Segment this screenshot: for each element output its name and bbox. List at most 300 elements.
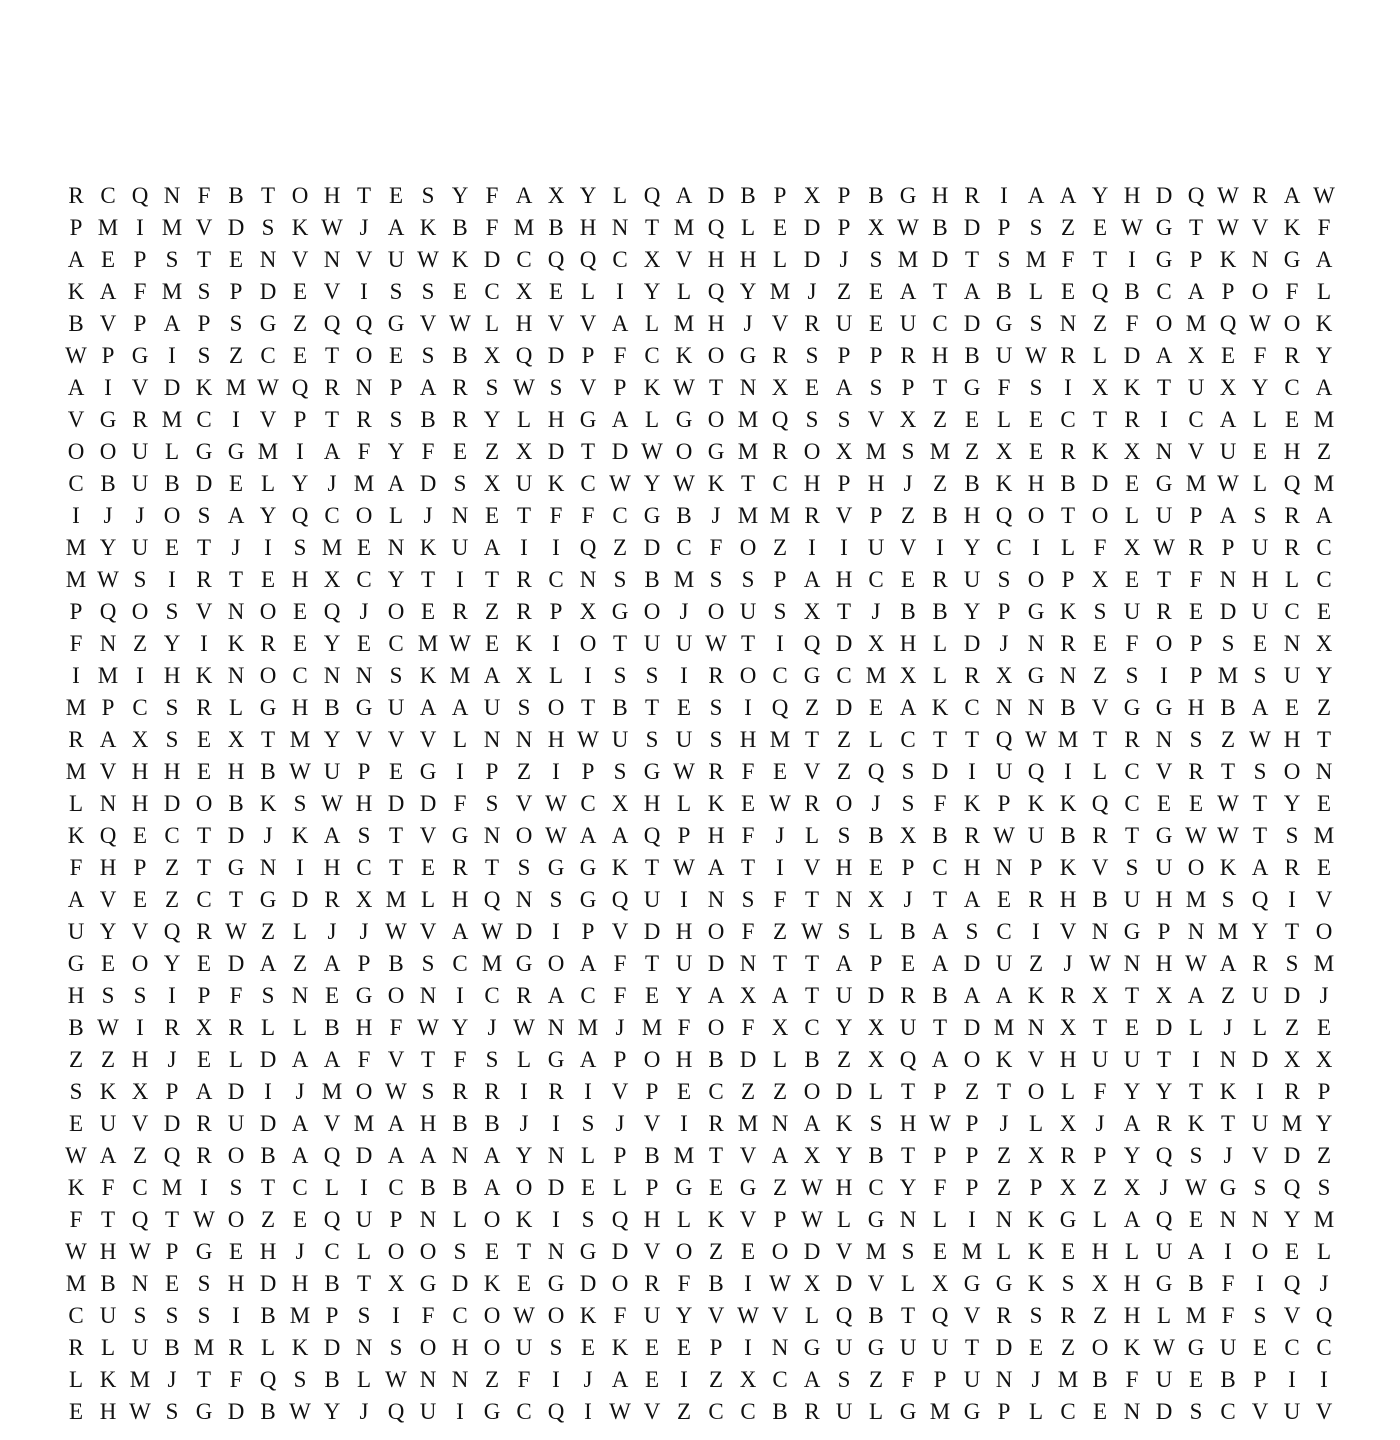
letter-cell[interactable]: P — [549, 599, 563, 624]
letter-cell[interactable]: V — [739, 1207, 757, 1232]
letter-cell[interactable]: A — [707, 983, 725, 1008]
letter-cell[interactable]: B — [68, 311, 84, 336]
letter-cell[interactable]: D — [323, 1335, 341, 1360]
letter-cell[interactable]: L — [548, 663, 564, 688]
letter-cell[interactable]: D — [995, 1335, 1013, 1360]
letter-cell[interactable]: D — [291, 887, 309, 912]
letter-cell[interactable]: U — [323, 759, 341, 784]
letter-cell[interactable]: X — [483, 471, 501, 496]
letter-cell[interactable]: V — [387, 727, 405, 752]
letter-cell[interactable]: E — [1028, 1335, 1044, 1360]
letter-cell[interactable]: W — [801, 1175, 823, 1200]
letter-cell[interactable]: B — [996, 279, 1012, 304]
letter-cell[interactable]: M — [673, 311, 695, 336]
letter-cell[interactable]: E — [228, 1239, 244, 1264]
letter-cell[interactable]: U — [515, 471, 533, 496]
letter-cell[interactable]: F — [69, 631, 83, 656]
letter-cell[interactable]: S — [1253, 1175, 1267, 1200]
letter-cell[interactable]: W — [1185, 823, 1207, 848]
letter-cell[interactable]: V — [195, 215, 213, 240]
letter-cell[interactable]: F — [357, 1047, 371, 1072]
letter-cell[interactable]: P — [1221, 535, 1235, 560]
letter-cell[interactable]: N — [515, 887, 533, 912]
letter-cell[interactable]: L — [292, 919, 308, 944]
letter-cell[interactable]: K — [995, 1047, 1013, 1072]
letter-cell[interactable]: J — [711, 503, 721, 528]
letter-cell[interactable]: Q — [1091, 279, 1109, 304]
letter-cell[interactable]: V — [419, 311, 437, 336]
letter-cell[interactable]: U — [131, 471, 149, 496]
letter-cell[interactable]: I — [1256, 1079, 1264, 1104]
letter-cell[interactable]: U — [1187, 375, 1205, 400]
letter-cell[interactable]: X — [867, 887, 885, 912]
letter-cell[interactable]: H — [259, 1239, 277, 1264]
letter-cell[interactable]: R — [1060, 1303, 1076, 1328]
letter-cell[interactable]: W — [1249, 311, 1271, 336]
letter-cell[interactable]: E — [1284, 407, 1300, 432]
letter-cell[interactable]: R — [804, 791, 820, 816]
letter-cell[interactable]: S — [517, 695, 531, 720]
letter-cell[interactable]: V — [419, 823, 437, 848]
letter-cell[interactable]: L — [932, 663, 948, 688]
letter-cell[interactable]: U — [1251, 1111, 1269, 1136]
letter-cell[interactable]: I — [552, 1207, 560, 1232]
letter-cell[interactable]: X — [803, 599, 821, 624]
letter-cell[interactable]: K — [1059, 599, 1077, 624]
letter-cell[interactable]: H — [675, 919, 693, 944]
letter-cell[interactable]: D — [707, 951, 725, 976]
letter-cell[interactable]: K — [227, 631, 245, 656]
letter-cell[interactable]: T — [1092, 247, 1108, 272]
letter-cell[interactable]: C — [388, 631, 404, 656]
letter-cell[interactable]: Q — [291, 375, 309, 400]
letter-cell[interactable]: Z — [1092, 311, 1108, 336]
letter-cell[interactable]: W — [225, 919, 247, 944]
letter-cell[interactable]: G — [547, 1047, 565, 1072]
letter-cell[interactable]: W — [673, 471, 695, 496]
letter-cell[interactable]: K — [1283, 215, 1301, 240]
letter-cell[interactable]: Q — [931, 1303, 949, 1328]
letter-cell[interactable]: I — [1032, 919, 1040, 944]
letter-cell[interactable]: J — [487, 1015, 497, 1040]
letter-cell[interactable]: B — [932, 215, 948, 240]
letter-cell[interactable]: Z — [1220, 983, 1236, 1008]
letter-cell[interactable]: A — [931, 951, 949, 976]
letter-cell[interactable]: W — [993, 823, 1015, 848]
letter-cell[interactable]: L — [1028, 1399, 1044, 1424]
letter-cell[interactable]: A — [323, 1047, 341, 1072]
letter-cell[interactable]: Z — [484, 1367, 500, 1392]
letter-cell[interactable]: X — [867, 631, 885, 656]
letter-cell[interactable]: R — [708, 1111, 724, 1136]
letter-cell[interactable]: Z — [1060, 215, 1076, 240]
letter-cell[interactable]: N — [1155, 439, 1173, 464]
letter-cell[interactable]: B — [100, 1271, 116, 1296]
letter-cell[interactable]: V — [131, 919, 149, 944]
letter-cell[interactable]: L — [868, 1079, 884, 1104]
letter-cell[interactable]: N — [1219, 1047, 1237, 1072]
letter-cell[interactable]: E — [804, 375, 820, 400]
letter-cell[interactable]: E — [228, 471, 244, 496]
letter-cell[interactable]: R — [1156, 1111, 1172, 1136]
letter-cell[interactable]: I — [360, 279, 368, 304]
letter-cell[interactable]: O — [803, 439, 821, 464]
letter-cell[interactable]: N — [1251, 1207, 1269, 1232]
letter-cell[interactable]: D — [259, 279, 277, 304]
letter-cell[interactable]: D — [611, 439, 629, 464]
letter-cell[interactable]: C — [708, 1079, 724, 1104]
letter-cell[interactable]: T — [836, 599, 852, 624]
letter-cell[interactable]: A — [963, 279, 981, 304]
letter-cell[interactable]: A — [771, 983, 789, 1008]
letter-cell[interactable]: B — [452, 215, 468, 240]
letter-cell[interactable]: P — [837, 215, 851, 240]
letter-cell[interactable]: L — [420, 887, 436, 912]
letter-cell[interactable]: R — [1188, 535, 1204, 560]
letter-cell[interactable]: E — [196, 759, 212, 784]
letter-cell[interactable]: F — [69, 1207, 83, 1232]
letter-cell[interactable]: B — [68, 1015, 84, 1040]
letter-cell[interactable]: S — [1061, 1271, 1075, 1296]
letter-cell[interactable]: F — [1061, 247, 1075, 272]
letter-cell[interactable]: F — [421, 1303, 435, 1328]
letter-cell[interactable]: B — [900, 599, 916, 624]
letter-cell[interactable]: H — [1123, 1271, 1141, 1296]
letter-cell[interactable]: R — [452, 1079, 468, 1104]
letter-cell[interactable]: T — [1252, 823, 1268, 848]
letter-cell[interactable]: M — [1313, 471, 1335, 496]
letter-cell[interactable]: A — [1219, 503, 1237, 528]
letter-cell[interactable]: T — [1092, 1015, 1108, 1040]
letter-cell[interactable]: B — [1092, 887, 1108, 912]
letter-cell[interactable]: X — [1091, 375, 1109, 400]
letter-cell[interactable]: K — [707, 471, 725, 496]
letter-cell[interactable]: V — [419, 919, 437, 944]
letter-cell[interactable]: X — [739, 983, 757, 1008]
letter-cell[interactable]: S — [1221, 887, 1235, 912]
letter-cell[interactable]: A — [387, 215, 405, 240]
letter-cell[interactable]: L — [772, 247, 788, 272]
letter-cell[interactable]: Y — [163, 631, 181, 656]
letter-cell[interactable]: N — [1219, 567, 1237, 592]
letter-cell[interactable]: K — [1315, 311, 1333, 336]
letter-cell[interactable]: G — [1123, 919, 1141, 944]
letter-cell[interactable]: H — [163, 663, 181, 688]
letter-cell[interactable]: E — [548, 279, 564, 304]
letter-cell[interactable]: X — [515, 279, 533, 304]
letter-cell[interactable]: L — [228, 695, 244, 720]
letter-cell[interactable]: T — [1316, 727, 1332, 752]
letter-cell[interactable]: C — [388, 1175, 404, 1200]
letter-cell[interactable]: B — [644, 567, 660, 592]
letter-cell[interactable]: S — [997, 567, 1011, 592]
letter-cell[interactable]: P — [773, 1207, 787, 1232]
letter-cell[interactable]: Q — [131, 1207, 149, 1232]
letter-cell[interactable]: T — [932, 727, 948, 752]
letter-cell[interactable]: Q — [163, 919, 181, 944]
letter-cell[interactable]: M — [1217, 663, 1239, 688]
letter-cell[interactable]: A — [1219, 951, 1237, 976]
letter-cell[interactable]: N — [387, 535, 405, 560]
letter-cell[interactable]: T — [1156, 1047, 1172, 1072]
letter-cell[interactable]: I — [776, 855, 784, 880]
letter-cell[interactable]: S — [421, 183, 435, 208]
letter-cell[interactable]: L — [580, 1143, 596, 1168]
letter-cell[interactable]: T — [612, 631, 628, 656]
letter-cell[interactable]: X — [1315, 631, 1333, 656]
letter-cell[interactable]: S — [1029, 311, 1043, 336]
letter-cell[interactable]: L — [836, 1207, 852, 1232]
letter-cell[interactable]: V — [291, 247, 309, 272]
letter-cell[interactable]: O — [1251, 1239, 1269, 1264]
letter-cell[interactable]: K — [67, 823, 85, 848]
letter-cell[interactable]: A — [931, 919, 949, 944]
letter-cell[interactable]: C — [964, 695, 980, 720]
letter-cell[interactable]: D — [483, 247, 501, 272]
letter-cell[interactable]: C — [836, 663, 852, 688]
letter-cell[interactable]: I — [456, 567, 464, 592]
letter-cell[interactable]: E — [68, 1111, 84, 1136]
letter-cell[interactable]: S — [421, 951, 435, 976]
letter-cell[interactable]: Y — [579, 183, 597, 208]
letter-cell[interactable]: W — [513, 375, 535, 400]
letter-cell[interactable]: A — [419, 695, 437, 720]
letter-cell[interactable]: P — [133, 311, 147, 336]
letter-cell[interactable]: E — [740, 791, 756, 816]
letter-cell[interactable]: Y — [899, 1175, 917, 1200]
letter-cell[interactable]: T — [580, 695, 596, 720]
letter-cell[interactable]: V — [899, 535, 917, 560]
letter-cell[interactable]: U — [1155, 855, 1173, 880]
letter-cell[interactable]: R — [900, 343, 916, 368]
letter-cell[interactable]: H — [355, 791, 373, 816]
letter-cell[interactable]: E — [1316, 599, 1332, 624]
letter-cell[interactable]: T — [100, 1207, 116, 1232]
letter-cell[interactable]: I — [1288, 887, 1296, 912]
letter-cell[interactable]: V — [963, 1303, 981, 1328]
letter-cell[interactable]: I — [264, 535, 272, 560]
letter-cell[interactable]: R — [228, 1335, 244, 1360]
letter-cell[interactable]: I — [136, 663, 144, 688]
letter-cell[interactable]: E — [708, 1175, 724, 1200]
letter-cell[interactable]: H — [515, 311, 533, 336]
letter-cell[interactable]: E — [1316, 855, 1332, 880]
letter-cell[interactable]: O — [739, 535, 757, 560]
letter-cell[interactable]: I — [968, 1207, 976, 1232]
letter-cell[interactable]: C — [1220, 1399, 1236, 1424]
letter-cell[interactable]: B — [1188, 1271, 1204, 1296]
letter-cell[interactable]: T — [964, 247, 980, 272]
letter-cell[interactable]: A — [291, 1143, 309, 1168]
letter-cell[interactable]: N — [1027, 631, 1045, 656]
letter-cell[interactable]: E — [1156, 791, 1172, 816]
letter-cell[interactable]: N — [547, 1239, 565, 1264]
letter-cell[interactable]: Z — [740, 1079, 756, 1104]
letter-cell[interactable]: G — [259, 695, 277, 720]
letter-cell[interactable]: T — [1220, 1111, 1236, 1136]
letter-cell[interactable]: R — [516, 983, 532, 1008]
letter-cell[interactable]: D — [227, 951, 245, 976]
letter-cell[interactable]: E — [388, 759, 404, 784]
letter-cell[interactable]: Q — [1283, 471, 1301, 496]
letter-cell[interactable]: X — [1283, 1047, 1301, 1072]
letter-cell[interactable]: V — [803, 759, 821, 784]
letter-cell[interactable]: B — [324, 1015, 340, 1040]
letter-cell[interactable]: S — [581, 1111, 595, 1136]
letter-cell[interactable]: Q — [1155, 1207, 1173, 1232]
letter-cell[interactable]: E — [644, 1335, 660, 1360]
letter-cell[interactable]: X — [355, 887, 373, 912]
letter-cell[interactable]: Y — [259, 503, 277, 528]
letter-cell[interactable]: W — [641, 439, 663, 464]
letter-cell[interactable]: N — [355, 1335, 373, 1360]
letter-cell[interactable]: S — [869, 1111, 883, 1136]
letter-cell[interactable]: R — [452, 599, 468, 624]
letter-cell[interactable]: S — [421, 343, 435, 368]
letter-cell[interactable]: E — [900, 567, 916, 592]
letter-cell[interactable]: M — [1313, 951, 1335, 976]
letter-cell[interactable]: O — [803, 1079, 821, 1104]
letter-cell[interactable]: R — [964, 663, 980, 688]
letter-cell[interactable]: Q — [1251, 887, 1269, 912]
letter-cell[interactable]: G — [579, 1239, 597, 1264]
letter-cell[interactable]: F — [741, 823, 755, 848]
letter-cell[interactable]: L — [68, 791, 84, 816]
letter-cell[interactable]: Z — [1316, 695, 1332, 720]
letter-cell[interactable]: U — [675, 631, 693, 656]
letter-cell[interactable]: O — [547, 695, 565, 720]
letter-cell[interactable]: P — [613, 1047, 627, 1072]
letter-cell[interactable]: S — [1221, 631, 1235, 656]
letter-cell[interactable]: G — [1155, 471, 1173, 496]
letter-cell[interactable]: E — [292, 1207, 308, 1232]
letter-cell[interactable]: O — [675, 439, 693, 464]
letter-cell[interactable]: C — [772, 1367, 788, 1392]
letter-cell[interactable]: A — [1315, 503, 1333, 528]
letter-cell[interactable]: G — [1155, 823, 1173, 848]
letter-cell[interactable]: X — [899, 663, 917, 688]
letter-cell[interactable]: Y — [323, 1399, 341, 1424]
letter-cell[interactable]: N — [1123, 951, 1141, 976]
letter-cell[interactable]: R — [964, 823, 980, 848]
letter-cell[interactable]: M — [161, 1175, 183, 1200]
letter-cell[interactable]: K — [643, 375, 661, 400]
letter-cell[interactable]: E — [1316, 1015, 1332, 1040]
letter-cell[interactable]: X — [515, 439, 533, 464]
letter-cell[interactable]: Y — [291, 471, 309, 496]
letter-cell[interactable]: C — [580, 983, 596, 1008]
letter-cell[interactable]: M — [161, 279, 183, 304]
letter-cell[interactable]: V — [1251, 1399, 1269, 1424]
letter-cell[interactable]: Y — [1123, 1143, 1141, 1168]
letter-cell[interactable]: O — [483, 1303, 501, 1328]
letter-cell[interactable]: B — [228, 183, 244, 208]
letter-cell[interactable]: J — [359, 215, 369, 240]
letter-cell[interactable]: S — [165, 599, 179, 624]
letter-cell[interactable]: N — [227, 599, 245, 624]
letter-cell[interactable]: W — [481, 919, 503, 944]
letter-cell[interactable]: D — [963, 311, 981, 336]
letter-cell[interactable]: I — [456, 983, 464, 1008]
letter-cell[interactable]: S — [613, 759, 627, 784]
letter-cell[interactable]: P — [1189, 503, 1203, 528]
letter-cell[interactable]: X — [1123, 535, 1141, 560]
letter-cell[interactable]: M — [1057, 1367, 1079, 1392]
letter-cell[interactable]: Y — [835, 1015, 853, 1040]
letter-cell[interactable]: S — [709, 727, 723, 752]
letter-cell[interactable]: E — [868, 855, 884, 880]
letter-cell[interactable]: W — [65, 1239, 87, 1264]
letter-cell[interactable]: C — [1124, 791, 1140, 816]
letter-cell[interactable]: C — [516, 247, 532, 272]
letter-cell[interactable]: L — [1028, 1111, 1044, 1136]
letter-cell[interactable]: K — [963, 791, 981, 816]
letter-cell[interactable]: Q — [259, 1367, 277, 1392]
letter-cell[interactable]: F — [773, 887, 787, 912]
letter-cell[interactable]: D — [259, 1047, 277, 1072]
letter-cell[interactable]: Z — [996, 1175, 1012, 1200]
letter-cell[interactable]: F — [421, 439, 435, 464]
letter-cell[interactable]: X — [835, 439, 853, 464]
letter-cell[interactable]: K — [835, 1111, 853, 1136]
letter-cell[interactable]: M — [673, 215, 695, 240]
letter-cell[interactable]: I — [584, 1399, 592, 1424]
letter-cell[interactable]: Z — [612, 535, 628, 560]
letter-cell[interactable]: A — [931, 1047, 949, 1072]
letter-cell[interactable]: O — [1155, 631, 1173, 656]
letter-cell[interactable]: E — [1284, 1239, 1300, 1264]
letter-cell[interactable]: F — [741, 919, 755, 944]
letter-cell[interactable]: G — [195, 1239, 213, 1264]
letter-cell[interactable]: V — [835, 1239, 853, 1264]
letter-cell[interactable]: W — [1153, 535, 1175, 560]
letter-cell[interactable]: X — [739, 1367, 757, 1392]
letter-cell[interactable]: M — [737, 503, 759, 528]
letter-cell[interactable]: L — [516, 1047, 532, 1072]
letter-cell[interactable]: E — [1092, 1399, 1108, 1424]
letter-cell[interactable]: N — [1155, 727, 1173, 752]
letter-cell[interactable]: D — [163, 1111, 181, 1136]
letter-cell[interactable]: P — [709, 1335, 723, 1360]
letter-cell[interactable]: P — [229, 279, 243, 304]
letter-cell[interactable]: X — [483, 343, 501, 368]
letter-cell[interactable]: G — [867, 1335, 885, 1360]
letter-cell[interactable]: D — [419, 791, 437, 816]
letter-cell[interactable]: U — [451, 535, 469, 560]
letter-cell[interactable]: O — [355, 1079, 373, 1104]
letter-cell[interactable]: R — [1060, 631, 1076, 656]
letter-cell[interactable]: R — [1156, 599, 1172, 624]
letter-cell[interactable]: W — [769, 791, 791, 816]
letter-cell[interactable]: A — [323, 951, 341, 976]
letter-cell[interactable]: L — [1252, 1015, 1268, 1040]
letter-cell[interactable]: E — [1028, 439, 1044, 464]
letter-cell[interactable]: G — [1027, 663, 1045, 688]
letter-cell[interactable]: Z — [1028, 951, 1044, 976]
letter-cell[interactable]: L — [260, 1015, 276, 1040]
letter-cell[interactable]: A — [323, 823, 341, 848]
letter-cell[interactable]: E — [1028, 407, 1044, 432]
letter-cell[interactable]: V — [1091, 855, 1109, 880]
letter-cell[interactable]: S — [1029, 215, 1043, 240]
letter-cell[interactable]: C — [292, 1175, 308, 1200]
letter-cell[interactable]: R — [964, 183, 980, 208]
letter-cell[interactable]: S — [965, 919, 979, 944]
letter-cell[interactable]: J — [167, 1367, 177, 1392]
letter-cell[interactable]: T — [324, 343, 340, 368]
letter-cell[interactable]: M — [673, 1143, 695, 1168]
letter-cell[interactable]: N — [259, 855, 277, 880]
